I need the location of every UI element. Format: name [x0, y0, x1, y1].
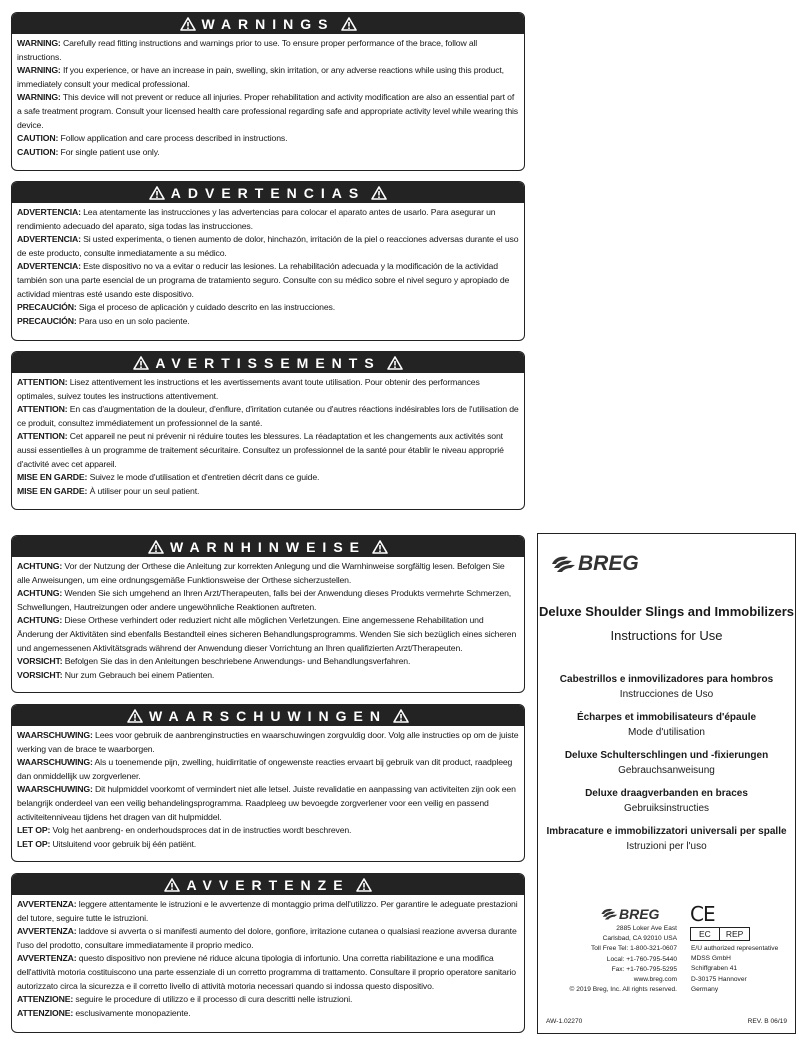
warning-paragraph	[17, 430, 519, 471]
address-line: Carlsbad, CA 92010 USA	[602, 935, 677, 943]
doc-number: AW-1.02270	[546, 1018, 583, 1025]
rep-line: Germany	[691, 985, 719, 993]
section-title: WAARSCHUWINGEN	[149, 707, 387, 724]
warning-triangle-icon	[180, 17, 196, 31]
section-title: AVVERTENZE	[186, 876, 350, 893]
warning-paragraph	[17, 669, 519, 683]
section-title: WARNHINWEISE	[170, 538, 366, 555]
warning-triangle-icon	[387, 356, 403, 370]
section-title: ADVERTENCIAS	[170, 184, 366, 201]
warning-paragraph	[17, 1007, 519, 1021]
warning-text: questo dispositivo non previene né riduce alcuna tipologia di infortunio. Una corretta riabilitazione e una modifica dell'attività motoria costituiscono una parte essenziale di un corretto programma di trattamento. Consultare il proprio operatore sanitario autorizzato circa la sicurezza e il corretto livello di attività motoria necessari quando si indossa questo dispositivo.	[17, 953, 516, 991]
warning-text: Als u toenemende pijn, zwelling, huidirritatie of ongewenste reacties ervaart bij gebruik van dit product, raadpleeg dan onmiddellijk uw zorgverlener.	[17, 757, 513, 781]
rep-line: D-30175 Hannover	[691, 975, 747, 983]
warning-label: PRECAUCIÓN:	[17, 302, 77, 313]
warning-text: Dit hulpmiddel voorkomt of vermindert niet alle letsel. Juiste revalidatie en aanpassing van activiteiten zijn ook een belangrijk onderdeel van een veilig behandelingsprogramma. Raadpleeg uw bevoegde zorgverlener voor een veilig en passend activiteitenniveau tijdens het dragen van dit hulpmiddel.	[17, 784, 516, 822]
warning-paragraph	[17, 824, 519, 838]
warning-paragraph	[17, 756, 519, 783]
address-line: Fax: +1-760-795-5295	[611, 965, 677, 973]
warning-paragraph	[17, 471, 519, 485]
warning-label: ADVERTENCIA:	[17, 261, 81, 272]
warning-triangle-icon	[371, 186, 387, 200]
warning-paragraph	[17, 952, 519, 993]
warning-label: AVVERTENZA:	[17, 899, 77, 909]
warning-paragraph	[17, 655, 519, 669]
warning-triangle-icon	[149, 186, 165, 200]
warning-paragraph	[17, 729, 519, 756]
breg-logo	[550, 552, 639, 576]
warning-paragraph	[17, 838, 519, 852]
warning-text: Lees voor gebruik de aanbrenginstructies en waarschuwingen zorgvuldig door. Volg alle instructies op om de juiste werking van de brace te waarborgen.	[17, 730, 519, 754]
warning-triangle-icon	[148, 540, 164, 554]
warning-text: Wenden Sie sich umgehend an Ihren Arzt/Therapeuten, falls bei der Anwendung dieses Produkts vermehrte Schmerzen, Schwellungen, Hautreizungen oder andere ungewöhnliche Reaktionen auftreten.	[17, 588, 512, 612]
address-line: Toll Free Tel: 1-800-321-0607	[590, 945, 677, 953]
warning-label: LET OP:	[17, 838, 51, 849]
breg-swoosh-small-icon	[600, 907, 618, 921]
warning-text: leggere attentamente le istruzioni e le avvertenze di montaggio prima dell'utilizzo. Per garantire le adeguate prestazioni del tutore, seguire tutte le istruzioni.	[17, 899, 518, 923]
language-subtitle: Gebrauchsanweisung	[618, 765, 715, 776]
warning-label: ATTENTION:	[17, 431, 68, 442]
warning-text: Lea atentamente las instrucciones y las advertencias para colocar el aparato antes de usarlo. Para asegurar un rendimiento adecuado del aparato, siga todas las instrucciones.	[17, 207, 496, 231]
warning-label: PRECAUCIÓN:	[17, 315, 77, 326]
authorized-rep-block	[691, 944, 791, 995]
language-title: Écharpes et immobilisateurs d'épaule	[576, 712, 757, 723]
breg-swoosh-icon	[550, 554, 576, 574]
warning-text: If you experience, or have an increase in pain, swelling, skin irritation, or any adverse reactions while using this product, immediately consult your medical professional.	[17, 65, 504, 89]
warning-paragraph	[17, 783, 519, 824]
warning-label: ACHTUNG:	[17, 561, 63, 571]
warning-label: MISE EN GARDE:	[17, 485, 88, 496]
warning-text: Este dispositivo no va a evitar o reducir las lesiones. La rehabilitación adecuada y la modificación de la actividad también son una parte esencial de un programa de tratamiento seguro. Consulte con su médico sobre el nivel seguro y apropiado de actividad mientras esté usando este dispositivo.	[17, 261, 510, 299]
warning-text: Siga el proceso de aplicación y cuidado descrito en las instrucciones.	[76, 302, 335, 313]
section-body	[12, 895, 524, 1022]
breg-logo-small	[600, 906, 659, 922]
warning-text: Cet appareil ne peut ni prévenir ni réduire toutes les blessures. La réadaptation et les changements aux activités sont aussi essentielles à un programme de traitement sécuritaire. Consultez un professionnel de la santé pour établir le niveau approprié d'activité avec cet appareil.	[17, 431, 504, 469]
section-title: WARNINGS	[201, 15, 335, 32]
warning-label: ACHTUNG:	[17, 588, 63, 599]
warning-label: VORSICHT:	[17, 656, 63, 667]
section-header	[12, 536, 524, 557]
address-line: © 2019 Breg, Inc. All rights reserved.	[569, 986, 677, 994]
warning-section	[11, 873, 525, 1033]
warning-text: esclusivamente monopaziente.	[73, 1007, 191, 1018]
warning-paragraph	[17, 132, 519, 146]
rep-line: Schiffgraben 41	[691, 965, 738, 973]
warning-label: WARNING:	[17, 38, 61, 48]
section-header	[12, 874, 524, 895]
language-title: Imbracature e immobilizzatori universali per spalle	[546, 826, 787, 837]
warning-label: CAUTION:	[17, 146, 59, 157]
warning-triangle-icon	[372, 540, 388, 554]
warning-label: ACHTUNG:	[17, 615, 63, 626]
product-subtitle: Instructions for Use	[610, 628, 723, 643]
warning-label: MISE EN GARDE:	[17, 472, 88, 483]
language-title: Deluxe Schulterschlingen und -fixierungen	[564, 750, 769, 761]
warning-label: ADVERTENCIA:	[17, 207, 81, 217]
ec-label: EC	[691, 928, 720, 940]
warning-paragraph	[17, 403, 519, 430]
warning-paragraph	[17, 376, 519, 403]
section-body	[12, 34, 524, 161]
warning-label: AVVERTENZA:	[17, 926, 77, 937]
warning-label: ATTENTION:	[17, 377, 68, 387]
warning-label: VORSICHT:	[17, 669, 63, 680]
section-header	[12, 705, 524, 726]
warning-section	[11, 181, 525, 341]
warning-section	[11, 535, 525, 693]
warning-label: ATTENZIONE:	[17, 1007, 74, 1018]
rep-line: MDSS GmbH	[691, 955, 731, 963]
warning-text: Si usted experimenta, o tienen aumento de dolor, hinchazón, irritación de la piel o reacciones adversas durante el uso de este producto, consulte inmediatamente a su médico.	[17, 234, 519, 258]
warning-paragraph	[17, 587, 519, 614]
warning-paragraph	[17, 614, 519, 655]
warning-paragraph	[17, 233, 519, 260]
warning-text: Carefully read fitting instructions and warnings prior to use. To ensure proper performance of the brace, follow all instructions.	[17, 38, 478, 62]
warning-text: À utiliser pour un seul patient.	[87, 485, 200, 496]
product-title: Deluxe Shoulder Slings and Immobilizers	[539, 604, 794, 619]
section-body	[12, 726, 524, 853]
warning-text: Diese Orthese verhindert oder reduziert nicht alle möglichen Verletzungen. Eine angemessene Rehabilitation und Änderung der Aktivitäten sind ebenfalls Bestandteil eines sicheren Behandlungsprogramms. Wenden Sie sich bezüglich eines sicheren und angemessenen Aktivitätsgrads während der Anwendung dieser Vorrichtung an Ihren qualifizierten Arzt/Therapeuten.	[17, 615, 517, 653]
revision: REV. B 06/19	[747, 1018, 787, 1025]
section-body	[12, 203, 524, 330]
language-subtitle: Mode d'utilisation	[628, 727, 705, 738]
language-subtitle: Gebruiksinstructies	[623, 803, 710, 814]
warning-paragraph	[17, 91, 519, 132]
warning-text: Follow application and care process described in instructions.	[58, 133, 288, 144]
warning-triangle-icon	[127, 709, 143, 723]
warning-triangle-icon	[164, 878, 180, 892]
warning-text: Nur zum Gebrauch bei einem Patienten.	[62, 669, 215, 680]
warning-triangle-icon	[393, 709, 409, 723]
warning-section	[11, 704, 525, 862]
warning-section	[11, 351, 525, 510]
warning-triangle-icon	[133, 356, 149, 370]
warning-triangle-icon	[341, 17, 357, 31]
warning-paragraph	[17, 37, 519, 64]
warning-paragraph	[17, 64, 519, 91]
language-title: Deluxe draagverbanden en braces	[585, 788, 748, 799]
section-body	[12, 373, 524, 500]
warning-label: LET OP:	[17, 825, 51, 836]
ce-mark: CE	[690, 902, 715, 926]
warning-label: WAARSCHUWING:	[17, 784, 93, 795]
warning-paragraph	[17, 260, 519, 301]
warning-text: Befolgen Sie das in den Anleitungen beschriebene Anwendungs- und Behandlungsverfahren.	[62, 656, 411, 667]
warning-label: AVVERTENZA:	[17, 953, 77, 964]
cover-panel	[537, 533, 796, 1034]
section-body	[12, 557, 524, 684]
warning-text: Para uso en un solo paciente.	[76, 315, 190, 326]
warning-text: Lisez attentivement les instructions et les avertissements avant toute utilisation. Pour obtenir des performances optimales, suivez toutes les instructions attentivement.	[17, 377, 480, 401]
warning-text: seguire le procedure di utilizzo e il processo di cura descritti nelle istruzioni.	[73, 994, 353, 1005]
warning-text: En cas d'augmentation de la douleur, d'enflure, d'irritation cutanée ou d'autres réactions indésirables lors de l'utilisation de ce produit, consultez immédiatement un professionnel de la santé.	[17, 404, 519, 428]
rep-line: E/U authorized representative	[691, 945, 779, 952]
warning-text: Vor der Nutzung der Orthese die Anleitung zur korrekten Anlegung und die Warnhinweise sorgfältig lesen. Befolgen Sie alle Anweisungen, um eine ordnungsgemäße Funktionsweise der Orthese sicherzustellen.	[17, 561, 505, 585]
warning-label: WARNING:	[17, 65, 61, 76]
warning-text: This device will not prevent or reduce all injuries. Proper rehabilitation and activity modification are also an essential part of a safe treatment program. Consult your licensed health care professional regarding safe and appropriate activity level while wearing this device.	[17, 92, 518, 130]
address-line: www.breg.com	[633, 976, 677, 984]
language-subtitle: Instrucciones de Uso	[619, 689, 714, 700]
warning-paragraph	[17, 301, 519, 315]
section-header	[12, 13, 524, 34]
brand-wordmark-small: BREG	[619, 906, 660, 922]
language-title: Cabestrillos e inmovilizadores para hombros	[559, 674, 774, 685]
warning-paragraph	[17, 206, 519, 233]
warning-label: WARNING:	[17, 92, 61, 103]
section-header	[12, 352, 524, 373]
warning-text: Volg het aanbreng- en onderhoudsproces dat in de instructies wordt beschreven.	[50, 825, 352, 836]
warning-label: ATTENZIONE:	[17, 994, 74, 1005]
warning-label: WAARSCHUWING:	[17, 730, 93, 740]
warning-triangle-icon	[356, 878, 372, 892]
language-subtitle: Istruzioni per l'uso	[626, 841, 707, 852]
address-line: 2885 Loker Ave East	[616, 925, 677, 932]
warning-paragraph	[17, 925, 519, 952]
address-block	[537, 924, 677, 995]
section-title: AVERTISSEMENTS	[155, 354, 381, 371]
warning-paragraph	[17, 485, 519, 499]
address-line: Local: +1-760-795-5440	[606, 955, 677, 963]
warning-label: ADVERTENCIA:	[17, 234, 81, 245]
warning-paragraph	[17, 315, 519, 329]
rep-label: REP	[725, 929, 744, 939]
warning-label: WAARSCHUWING:	[17, 757, 93, 768]
brand-wordmark: BREG	[578, 552, 639, 575]
warning-text: For single patient use only.	[58, 146, 160, 157]
warning-section	[11, 12, 525, 171]
warning-paragraph	[17, 898, 519, 925]
warning-paragraph	[17, 993, 519, 1007]
warning-text: laddove si avverta o si manifesti aumento del dolore, gonfiore, irritazione cutanea o qualsiasi reazione avversa durante l'uso del prodotto, consultare immediatamente il proprio medico.	[17, 926, 517, 950]
ec-rep-symbol	[690, 927, 750, 941]
warning-text: Uitsluitend voor gebruik bij één patiënt.	[50, 838, 197, 849]
section-header	[12, 182, 524, 203]
warning-paragraph	[17, 560, 519, 587]
warning-label: CAUTION:	[17, 133, 59, 144]
warning-text: Suivez le mode d'utilisation et d'entretien décrit dans ce guide.	[87, 472, 320, 483]
warning-label: ATTENTION:	[17, 404, 68, 415]
warning-paragraph	[17, 146, 519, 160]
